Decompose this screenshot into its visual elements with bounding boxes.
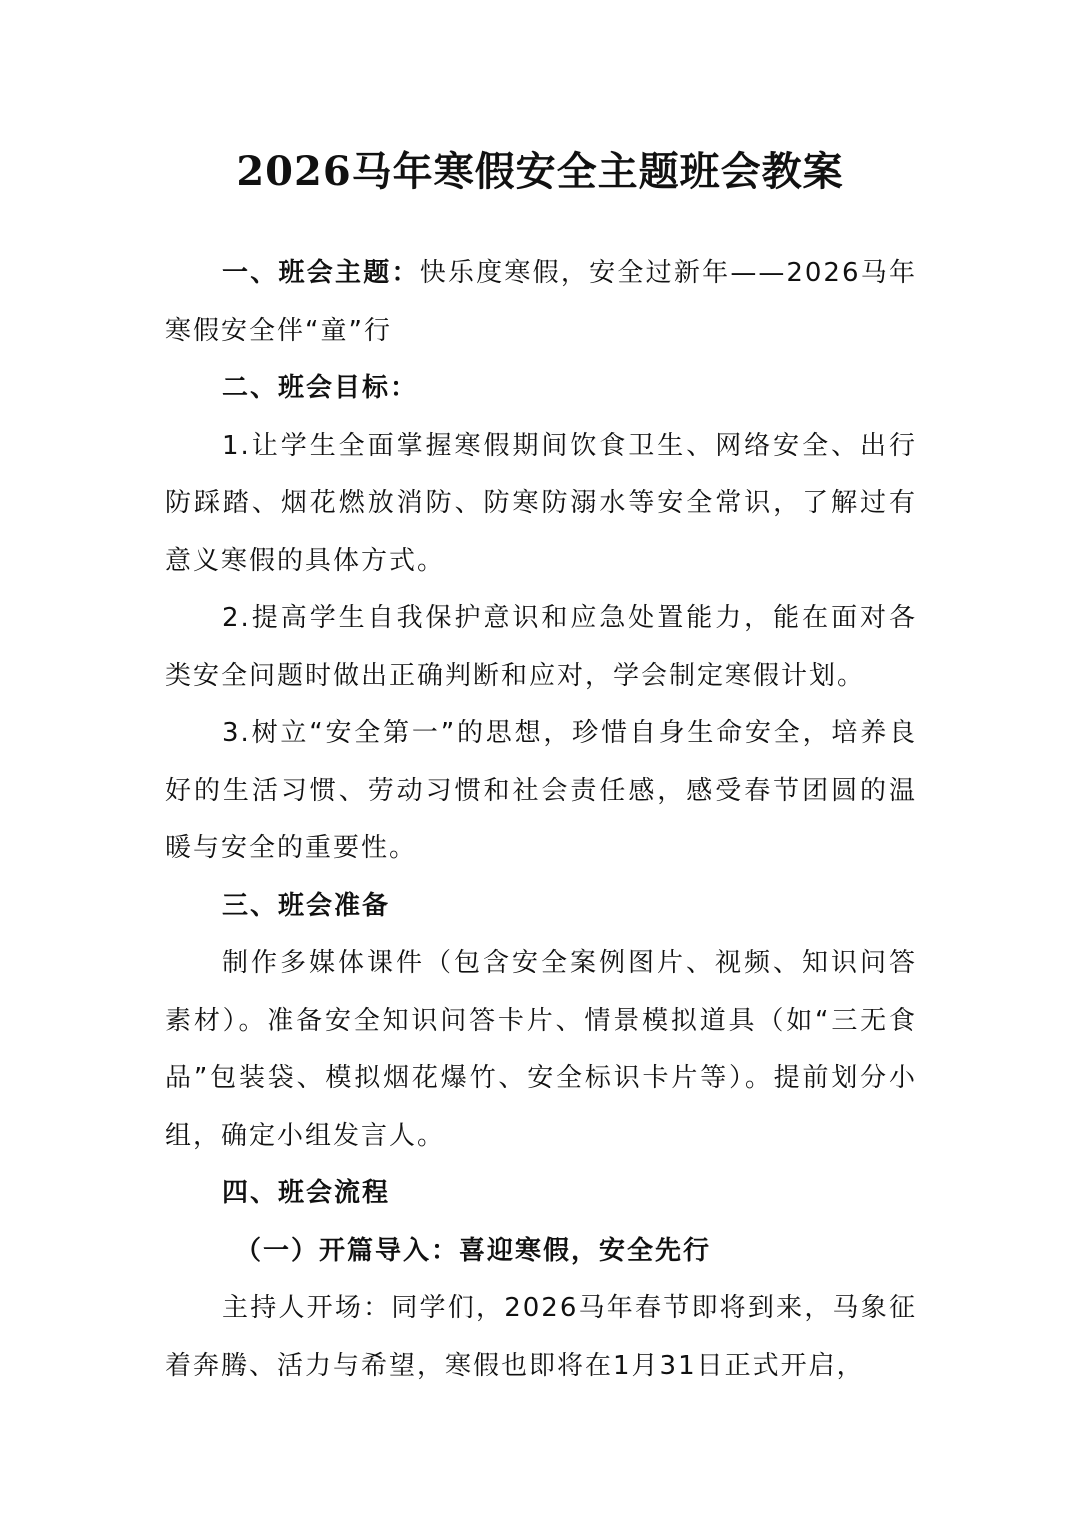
document-body xyxy=(165,245,917,1395)
section-theme xyxy=(165,245,917,360)
section-process-text: 主持人开场：同学们，2026马年春节即将到来，马象征着奔腾、活力与希望，寒假也即将在1月31日正式开启， xyxy=(165,1293,917,1381)
section-process-subheading: （一）开篇导入：喜迎寒假，安全先行 xyxy=(235,1235,712,1266)
goal-item: 2.提高学生自我保护意识和应急处置能力，能在面对各类安全问题时做出正确判断和应对，学会制定寒假计划。 xyxy=(165,603,917,691)
section-theme-label: 一、班会主题： xyxy=(222,258,420,288)
section-process-heading: 四、班会流程 xyxy=(222,1178,391,1208)
section-preparation-heading: 三、班会准备 xyxy=(222,890,391,921)
goal-item: 1.让学生全面掌握寒假期间饮食卫生、网络安全、出行防踩踏、烟花燃放消防、防寒防溺水等安全常识，了解过有意义寒假的具体方式。 xyxy=(165,430,917,576)
section-theme-text: 快乐度寒假，安全过新年——2026马年寒假安全伴“童”行 xyxy=(165,258,917,346)
section-goals-heading: 二、班会目标： xyxy=(222,373,419,403)
document-title: 2026马年寒假安全主题班会教案 xyxy=(236,148,844,195)
goal-item: 3.树立“安全第一”的思想，珍惜自身生命安全，培养良好的生活习惯、劳动习惯和社会责任感，感受春节团圆的温暖与安全的重要性。 xyxy=(165,718,917,863)
section-preparation-text: 制作多媒体课件（包含安全案例图片、视频、知识问答素材）。准备安全知识问答卡片、情景模拟道具（如“三无食品”包装袋、模拟烟花爆竹、安全标识卡片等）。提前划分小组，确定小组发言人。 xyxy=(165,948,917,1151)
